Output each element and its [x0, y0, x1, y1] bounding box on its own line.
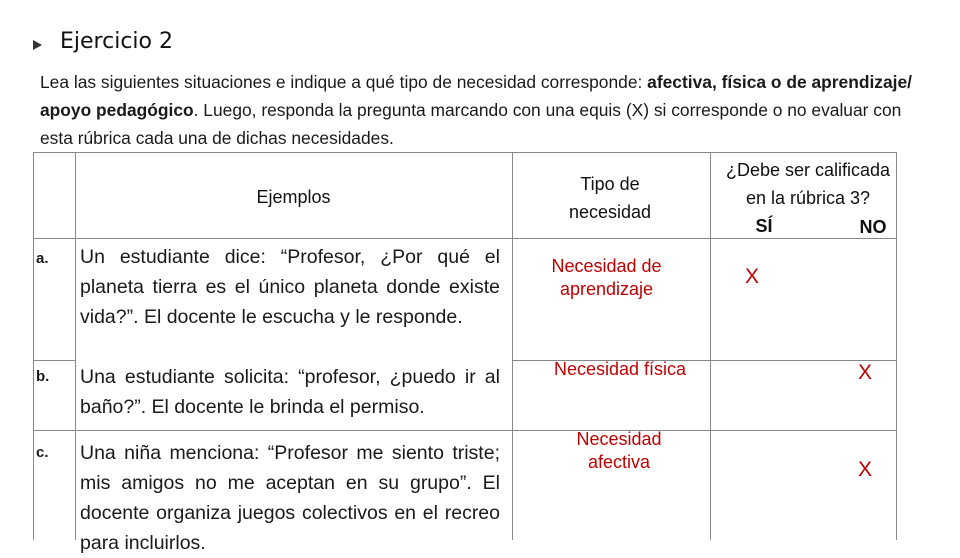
example-text: Una estudiante solicita: “profesor, ¿puedo ir al baño?”. El docente le brinda el permiso.	[80, 366, 500, 418]
instructions-bold: afectiva, física o de aprendizaje/ apoyo pedagógico	[40, 72, 913, 120]
header-no: NO	[859, 217, 887, 237]
header-question: ¿Debe ser calificada en la rúbrica 3?	[725, 160, 891, 208]
mark-no: X	[858, 361, 873, 384]
need-type: Necesidad física	[553, 359, 687, 379]
header-yes: SÍ	[755, 216, 773, 236]
bullet-arrow-icon	[33, 40, 42, 50]
header-type: Tipo de necesidad	[568, 174, 652, 222]
instructions-paragraph	[40, 68, 935, 152]
row-letter: c.	[36, 444, 49, 461]
row-letter: a.	[36, 250, 49, 267]
example-text: Una niña menciona: “Profesor me siento triste; mis amigos no me aceptan en su grupo”. El docente organiza juegos colectivos en el recreo para incluirlos.	[80, 442, 500, 554]
row-letter: b.	[36, 368, 50, 385]
header-examples: Ejemplos	[256, 187, 331, 207]
example-text: Un estudiante dice: “Profesor, ¿Por qué el planeta tierra es el único planeta donde existe vida?”. El docente le escucha y le responde.	[80, 246, 500, 328]
mark-no: X	[858, 458, 873, 481]
mark-yes: X	[745, 265, 760, 288]
instructions-text-2: . Luego, responda la pregunta marcando con una equis (X) si corresponde o no evaluar con esta rúbrica cada una de dichas necesidades.	[40, 100, 902, 148]
instructions-text-1: Lea las siguientes situaciones e indique a qué tipo de necesidad corresponde:	[40, 72, 648, 92]
need-type: Necesidad de aprendizaje	[551, 256, 662, 299]
page-title: Ejercicio 2	[60, 29, 173, 54]
need-type: Necesidad afectiva	[576, 429, 662, 472]
